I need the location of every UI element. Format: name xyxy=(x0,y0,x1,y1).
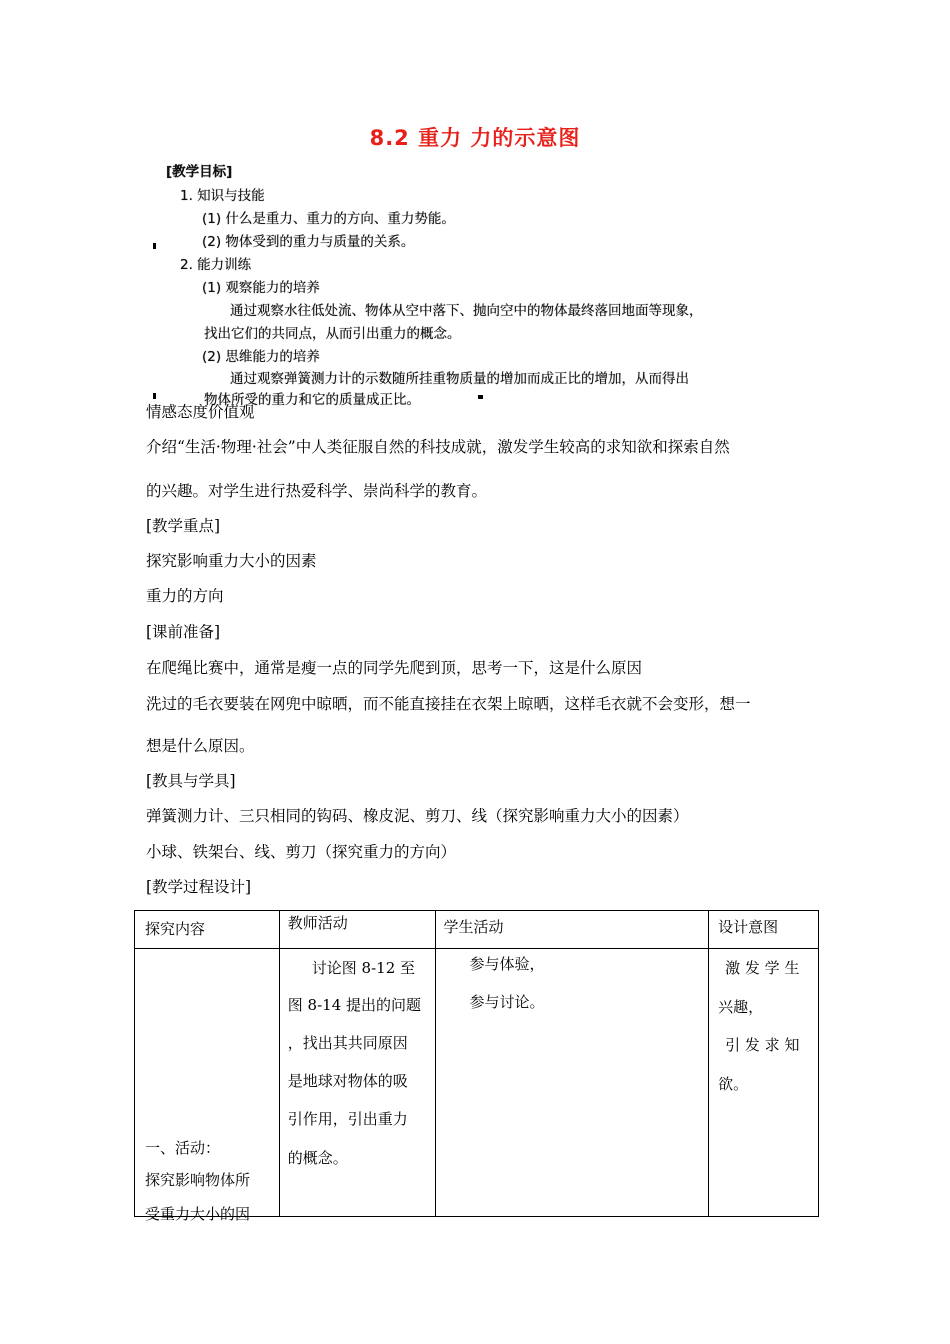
process-heading: [教学过程设计] xyxy=(146,878,252,896)
prep-item: 洗过的毛衣要装在网兜中晾晒，而不能直接挂在衣架上晾晒，这样毛衣就不会变形，想一 xyxy=(146,695,751,713)
objective-line: 2. 能力训练 xyxy=(180,257,252,273)
table-cell-intent: 激 发 学 生 兴趣， 引 发 求 知 欲。 xyxy=(709,949,819,1217)
table-cell-teacher: 讨论图 8-12 至 图 8-14 提出的问题 ，找出其共同原因 是地球对物体的吸 引作用，引出重力 的概念。 xyxy=(279,949,435,1217)
objective-line: (1) 观察能力的培养 xyxy=(202,280,320,296)
table-header-row xyxy=(135,911,819,949)
table-cell-student: 参与体验， 参与讨论。 xyxy=(435,949,709,1217)
objectives-heading: [教学目标] xyxy=(166,164,233,180)
table-header-cell: 学生活动 xyxy=(435,911,709,949)
attitude-heading: 情感态度价值观 xyxy=(146,403,255,421)
table-header-cell: 探究内容 xyxy=(135,911,280,949)
focus-heading: [教学重点] xyxy=(146,517,221,535)
teaching-objectives-scan xyxy=(160,156,740,408)
tools-item: 小球、铁架台、线、剪刀（探究重力的方向） xyxy=(146,843,457,861)
table-header-cell: 设计意图 xyxy=(709,911,819,949)
attitude-line: 的兴趣。对学生进行热爱科学、崇尚科学的教育。 xyxy=(146,482,488,500)
table-header-cell: 教师活动 xyxy=(279,911,435,949)
objective-line: 物体所受的重力和它的质量成正比。 xyxy=(204,392,420,408)
teaching-process-table xyxy=(134,910,819,1223)
objective-line: 通过观察弹簧测力计的示数随所挂重物质量的增加而成正比的增加，从而得出 xyxy=(230,371,689,387)
table-row xyxy=(135,949,819,1217)
attitude-line: 介绍“生活·物理·社会”中人类征服自然的科技成就，激发学生较高的求知欲和探索自然 xyxy=(146,438,730,456)
objective-line: (2) 物体受到的重力与质量的关系。 xyxy=(202,234,415,250)
focus-item: 探究影响重力大小的因素 xyxy=(146,552,317,570)
scan-mark xyxy=(478,395,483,399)
table-cell-content: 一、活动： 探究影响物体所 受重力大小的因 xyxy=(135,949,280,1217)
objective-line: 找出它们的共同点，从而引出重力的概念。 xyxy=(204,326,461,342)
tools-heading: [教具与学具] xyxy=(146,772,236,790)
objective-line: 通过观察水往低处流、物体从空中落下、抛向空中的物体最终落回地面等现象， xyxy=(230,303,703,319)
objective-line: (1) 什么是重力、重力的方向、重力势能。 xyxy=(202,211,455,227)
prep-item: 在爬绳比赛中，通常是瘦一点的同学先爬到顶，思考一下，这是什么原因 xyxy=(146,659,643,677)
scan-mark xyxy=(153,393,156,399)
prep-heading: [课前准备] xyxy=(146,623,221,641)
objective-line: (2) 思维能力的培养 xyxy=(202,349,320,365)
tools-item: 弹簧测力计、三只相同的钩码、橡皮泥、剪刀、线（探究影响重力大小的因素） xyxy=(146,807,689,825)
scan-mark xyxy=(153,243,156,249)
objective-line: 1. 知识与技能 xyxy=(180,188,265,204)
focus-item: 重力的方向 xyxy=(146,587,224,605)
page-title: 8.2 重力 力的示意图 xyxy=(369,126,581,150)
prep-item: 想是什么原因。 xyxy=(146,737,255,755)
